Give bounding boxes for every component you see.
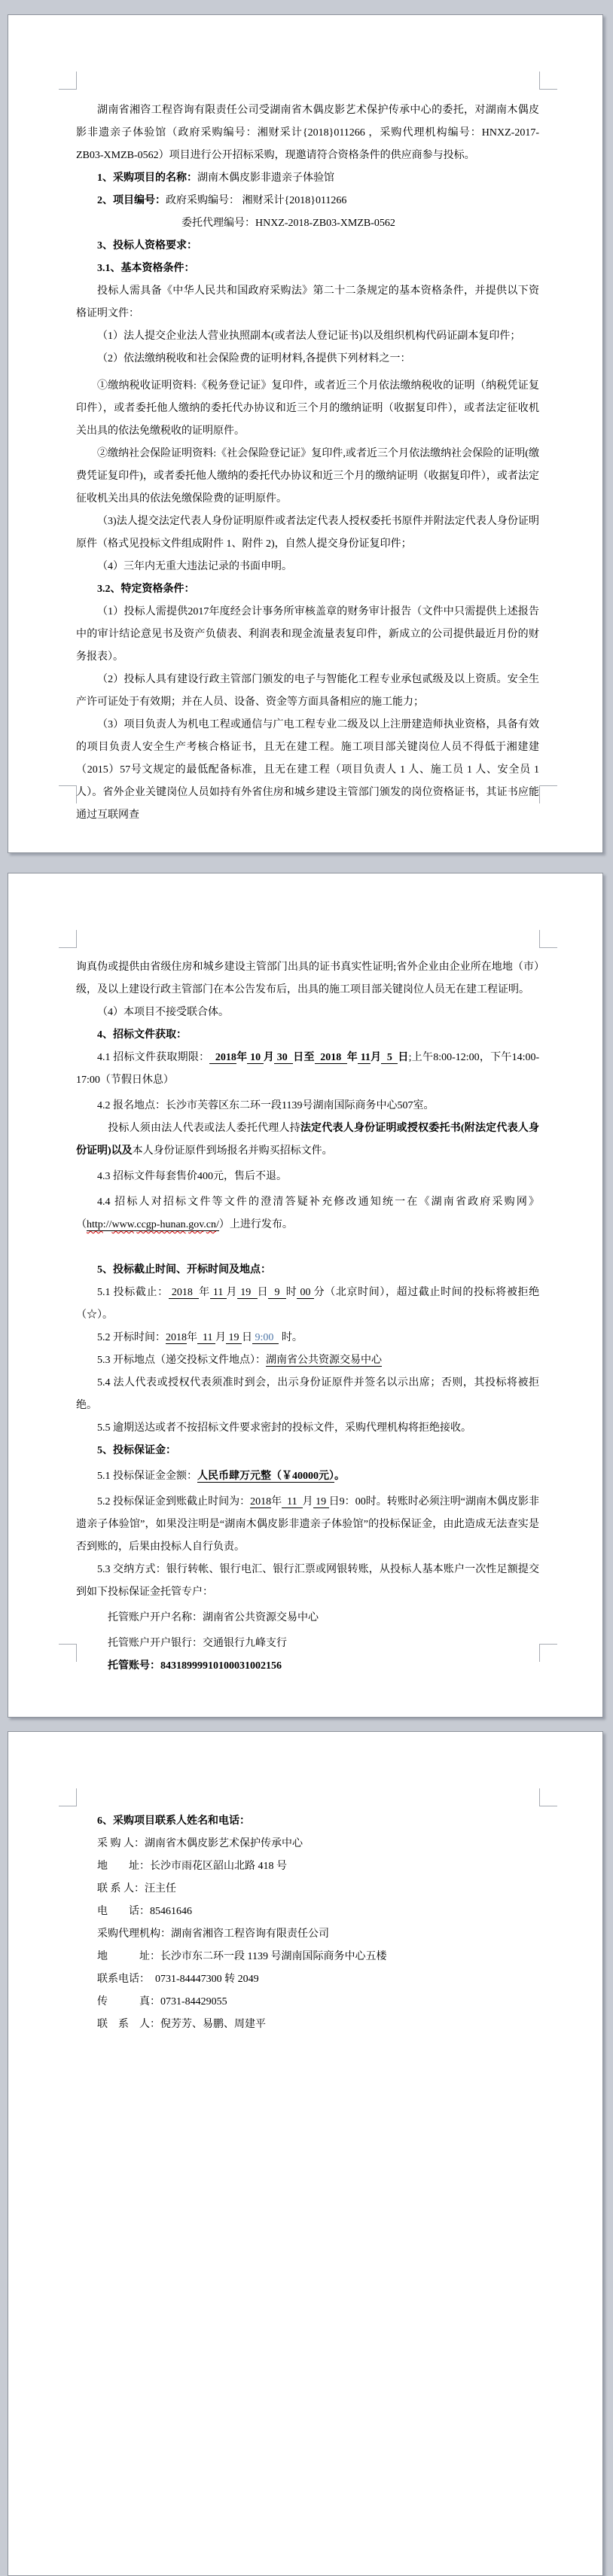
- paragraph: [76, 1901, 539, 1923]
- paragraph: [76, 280, 539, 325]
- text-run: 4.3 招标文件每套售价400元，售后不退。: [97, 1171, 287, 1182]
- paragraph: [76, 1024, 539, 1047]
- text-run: 3、投标人资格要求：: [97, 240, 197, 252]
- text-run: 月: [302, 1496, 313, 1507]
- paragraph: [76, 1878, 539, 1901]
- paragraph: [76, 348, 539, 370]
- paragraph: [76, 1117, 539, 1163]
- paragraph: [76, 1491, 539, 1559]
- paragraph: [76, 1855, 539, 1878]
- text-run: 5.2 开标时间：: [97, 1332, 166, 1343]
- document-page-2: [8, 873, 603, 1718]
- text-run: 日: [398, 1052, 409, 1063]
- paragraph: [76, 714, 539, 827]
- text-run: 5.1 投标截止：: [97, 1287, 169, 1298]
- paragraph: [76, 1655, 539, 1678]
- text-run: 2018: [314, 1052, 347, 1063]
- text-run: 时: [285, 1287, 297, 1298]
- paragraph: [76, 578, 539, 601]
- paragraph: [76, 1349, 539, 1372]
- text-run: （3)法人提交法定代表人身份证明原件或者法定代表人授权委托书原件并附法定代表人身份证明原件（格式见投标文件组成附件 1、附件 2)，自然人提交身份证复印件；: [76, 516, 539, 550]
- text-run: 11: [282, 1496, 303, 1507]
- paragraph: [76, 1047, 539, 1092]
- text-run: 联系电话： 0731-84447300 转 2049: [97, 1974, 259, 1985]
- text-run: 2018: [166, 1332, 187, 1343]
- paragraph: [76, 556, 539, 578]
- text-run: 5.5 逾期送达或者不按招标文件要求密封的投标文件，采购代理机构将拒绝接收。: [97, 1422, 471, 1434]
- paragraph: [76, 1968, 539, 1991]
- paragraph: [76, 167, 539, 190]
- text-run: 2018: [250, 1496, 272, 1507]
- text-run: 政府采购编号： 湘财采计{2018}011266: [166, 195, 347, 206]
- text-run: （4）三年内无重大违法记录的书面申明。: [97, 561, 292, 572]
- margin-corner-mark: [539, 1644, 557, 1662]
- text-run: 月: [263, 1052, 275, 1063]
- paragraph: [76, 1191, 539, 1236]
- text-run: 湖南省公共资源交易中心: [266, 1355, 382, 1366]
- margin-corner-mark: [59, 1788, 77, 1806]
- text-run: 年: [199, 1287, 210, 1298]
- paragraph: [76, 956, 539, 1001]
- text-run: 。: [334, 1471, 345, 1482]
- text-run: 日: [241, 1332, 252, 1343]
- paragraph: [76, 1166, 539, 1188]
- text-run: 时。: [279, 1332, 303, 1343]
- text-run: 传 真：0731-84429055: [97, 1996, 227, 2007]
- text-run: 日9：00时。转账时必须注明“湖南木偶皮影非遗亲子体验馆”，如果没注明是“湖南木偶皮影非遗亲子体验馆”的投标保证金，由此造成无法查实是否到账的，后果由投标人自行负责。: [76, 1496, 540, 1553]
- paragraph: [76, 601, 539, 669]
- margin-corner-mark: [59, 785, 77, 803]
- margin-corner-mark: [539, 1788, 557, 1806]
- text-run: 委托代理编号：HNXZ-2018-ZB03-XMZB-0562: [181, 218, 395, 229]
- page-1-text-area: [76, 89, 539, 827]
- text-run: ;上午8:00-12:00，下午14:00-17:00（节假日休息）: [76, 1052, 540, 1086]
- text-run: 6、采购项目联系人姓名和电话：: [97, 1815, 250, 1827]
- text-run: 湖南木偶皮影非遗亲子体验馆: [197, 172, 334, 184]
- paragraph: [76, 190, 539, 212]
- paragraph: [76, 325, 539, 348]
- text-run: 4.4 招标人对招标文件等文件的澄清答疑补充修改通知统一在《湖南省政府采购网》（: [76, 1197, 539, 1230]
- text-run: 30: [274, 1052, 294, 1063]
- text-run: 2018: [168, 1287, 200, 1298]
- margin-corner-mark: [539, 785, 557, 803]
- text-run: 9:00: [252, 1332, 279, 1343]
- paragraph: [76, 1001, 539, 1024]
- text-run: 日至: [293, 1052, 315, 1063]
- text-run: 法定代表人身份证明或授权委托书(附法定代表人身份证明)以及: [76, 1123, 539, 1157]
- text-run: 年: [187, 1332, 197, 1343]
- text-run: 10: [247, 1052, 264, 1063]
- paragraph: [76, 1282, 539, 1327]
- text-run: .: [133, 1219, 137, 1230]
- text-run: （1）投标人需提供2017年度经会计事务所审核盖章的财务审计报告（文件中只需提供上述报告中的审计结论意见书及资产负债表、利润表和现金流量表复印件，新成立的公司提供最近月份的财务报表）。: [76, 606, 539, 663]
- text-run: 询真伪或提供由省级住房和城乡建设主管部门出具的证书真实性证明;省外企业由企业所在地地（市）级，及以上建设行政主管部门在本公告发布后，出具的施工项目部关键岗位人员无在建工程证明。: [76, 962, 539, 995]
- text-run: 4.1 招标文件获取期限：: [97, 1052, 210, 1063]
- text-run: 3.2、特定资格条件：: [97, 584, 195, 595]
- text-run: 11: [357, 1052, 371, 1063]
- text-run: 9: [268, 1287, 286, 1298]
- text-run: （4）本项目不接受联合体。: [97, 1007, 229, 1018]
- text-run: 托管账户开户名称：湖南省公共资源交易中心: [97, 1612, 319, 1623]
- paragraph: [76, 258, 539, 280]
- text-run: （1）法人提交企业法人营业执照副本(或者法人登记证书)以及组织机构代码证副本复印件；: [97, 331, 521, 342]
- text-run: 5、投标保证金：: [97, 1445, 176, 1456]
- text-run: （2）投标人具有建设行政主管部门颁发的电子与智能化工程专业承包贰级及以上资质。安全生产许可证处于有效期；并在人员、设备、资金等方面具备相应的施工能力；: [76, 674, 539, 708]
- text-run: 日: [257, 1287, 269, 1298]
- text-run: 19: [237, 1287, 258, 1298]
- text-run: .: [203, 1219, 206, 1230]
- paragraph: [76, 1440, 539, 1462]
- paragraph: [76, 1833, 539, 1855]
- paragraph: [76, 1559, 539, 1604]
- paragraph: [76, 99, 539, 167]
- text-run: 托管账号：: [97, 1660, 160, 1672]
- text-run: 19: [313, 1496, 329, 1507]
- text-run: 年: [271, 1496, 282, 1507]
- document-page-3: [8, 1731, 603, 2576]
- text-run: ccgp-hunan: [136, 1219, 186, 1230]
- text-run: 湖南省湘咨工程咨询有限责任公司受湖南省木偶皮影艺术保护传承中心的委托，对湖南木偶皮影非遗亲子体验馆（政府采购编号：湘财采计{2018}011266 ，采购代理机构编号：HNXZ-2017-ZB03-XMZB-0562）项目进行公开招标采购，现邀请符合资格条件的供应商参与投标。: [76, 105, 539, 161]
- margin-corner-mark: [59, 72, 77, 90]
- paragraph: [76, 1923, 539, 1946]
- document-viewer: [0, 14, 613, 2458]
- text-run: 投标人需具备《中华人民共和国政府采购法》第二十二条规定的基本资格条件，并提供以下资格证明文件：: [76, 285, 539, 319]
- text-run: 2018: [209, 1052, 236, 1063]
- text-run: ①缴纳税收证明资料:《税务登记证》复印件，或者近三个月依法缴纳税收的证明（纳税凭证复印件），或者委托他人缴纳的委托代办协议和近三个月的缴纳证明（收据复印件），或者法定征收机关出具的依法免缴税收的证明原件。: [76, 380, 539, 437]
- paragraph: [76, 1632, 539, 1655]
- paragraph: [76, 375, 539, 443]
- text-run: 4.2 报名地点：长沙市芙蓉区东二环一段1139号湖南国际商务中心507室。: [97, 1100, 435, 1111]
- paragraph: [76, 1327, 539, 1349]
- text-run: 年: [346, 1052, 358, 1063]
- margin-corner-mark: [539, 930, 557, 948]
- text-run: 月: [370, 1052, 382, 1063]
- paragraph: [76, 511, 539, 556]
- text-run: 5.3 交纳方式：银行转帐、银行电汇、银行汇票或网银转账，从投标人基本账户一次性足额提交到如下投标保证金托管专户：: [76, 1564, 539, 1598]
- text-run: 00: [297, 1287, 314, 1298]
- paragraph: [76, 669, 539, 714]
- text-run: 月: [226, 1287, 238, 1298]
- text-run: 采购代理机构：湖南省湘咨工程咨询有限责任公司: [97, 1928, 329, 1940]
- text-run: 人民币肆万元整（￥40000元）: [197, 1471, 334, 1482]
- paragraph: [76, 1095, 539, 1117]
- text-run: .: [185, 1219, 189, 1230]
- margin-corner-mark: [59, 1644, 77, 1662]
- text-run: 本人身份证原件到场报名并购买招标文件。: [132, 1145, 333, 1157]
- page-3-text-area: [76, 1806, 539, 2036]
- text-run: 5.3 开标地点（递交投标文件地点）：: [97, 1355, 266, 1366]
- paragraph: [76, 1991, 539, 2014]
- text-run: gov: [188, 1219, 204, 1230]
- text-run: 2、项目编号：: [97, 195, 166, 206]
- text-run: 联 系 人：汪主任: [97, 1883, 176, 1895]
- paragraph: [76, 235, 539, 258]
- text-run: www: [111, 1219, 134, 1230]
- text-run: 托管账户开户银行：交通银行九峰支行: [97, 1638, 287, 1649]
- margin-corner-mark: [59, 930, 77, 948]
- text-run: 11: [197, 1332, 215, 1343]
- text-run: ）上进行发布。: [218, 1219, 293, 1230]
- text-run: 采 购 人：湖南省木偶皮影艺术保护传承中心: [97, 1838, 303, 1849]
- text-run: 4、招标文件获取：: [97, 1029, 187, 1041]
- paragraph: [76, 1810, 539, 1833]
- paragraph: [76, 1607, 539, 1629]
- text-run: 年: [236, 1052, 248, 1063]
- text-run: 地 址：长沙市东二环一段 1139 号湖南国际商务中心五楼: [97, 1951, 387, 1962]
- text-run: 5.4 法人代表或授权代表须准时到会，出示身份证原件并签名以示出席；否则，其投标将被拒绝。: [76, 1377, 539, 1411]
- text-run: 5.2 投标保证金到账截止时间为：: [97, 1496, 251, 1507]
- text-run: 5: [381, 1052, 398, 1063]
- paragraph: [76, 443, 539, 511]
- paragraph: [76, 1465, 539, 1488]
- text-run: 1、采购项目的名称：: [97, 172, 197, 184]
- paragraph: [76, 1259, 539, 1282]
- text-run: ://: [102, 1219, 112, 1230]
- text-run: 联 系 人：倪芳芳、易鹏、周建平: [97, 2019, 266, 2030]
- text-run: ②缴纳社会保险证明资料:《社会保险登记证》复印件,或者近三个月依法缴纳社会保险的证明(缴费凭证复印件)，或者委托他人缴纳的委托代办协议和近三个月的缴纳证明（收据复印件），或者法定征收机关出具的依法免缴保险费的证明原件。: [76, 448, 539, 505]
- text-run: http: [87, 1219, 103, 1230]
- text-run: 19: [225, 1332, 242, 1343]
- paragraph: [76, 1946, 539, 1968]
- text-run: 5、投标截止时间、开标时间及地点：: [97, 1264, 271, 1276]
- margin-corner-mark: [539, 72, 557, 90]
- text-run: 5.1 投标保证金金额：: [97, 1471, 197, 1482]
- text-run: （3）项目负责人为机电工程或通信与广电工程专业二级及以上注册建造师执业资格，具备有效的项目负责人安全生产考核合格证书，且无在建工程。施工项目部关键岗位人员不得低于湘建建（2015）57号文规定的最低配备标准，且无在建工程（项目负责人 1 人、施工员 1 人、安全员 1 人）。省外企业关键岗位人员如持有外省住房和城乡建设主管部门颁发的岗位资格证书，其证书应能通过互联网查: [76, 719, 539, 821]
- page-2-text-area: [76, 947, 539, 1678]
- text-run: 电 话：85461646: [97, 1906, 192, 1917]
- text-run: 投标人须由法人代表或法人委托代理人持: [97, 1123, 300, 1134]
- text-run: （2）依法缴纳税收和社会保险费的证明材料,各提供下列材料之一：: [97, 353, 411, 364]
- text-run: cn: [206, 1219, 216, 1230]
- text-run: /: [216, 1219, 219, 1230]
- paragraph: [76, 1372, 539, 1417]
- text-run: 月: [215, 1332, 226, 1343]
- text-run: 分（北京时间），超过截止时间的投标将被拒绝（☆）。: [76, 1287, 540, 1321]
- text-run: 11: [209, 1287, 227, 1298]
- text-run: 地 址：长沙市雨花区韶山北路 418 号: [97, 1861, 287, 1872]
- text-run: 84318999910100031002156: [160, 1660, 282, 1672]
- paragraph: [76, 212, 539, 235]
- paragraph: [76, 2014, 539, 2036]
- text-run: 3.1、基本资格条件：: [97, 263, 195, 274]
- paragraph: [76, 1417, 539, 1440]
- document-page-1: [8, 14, 603, 853]
